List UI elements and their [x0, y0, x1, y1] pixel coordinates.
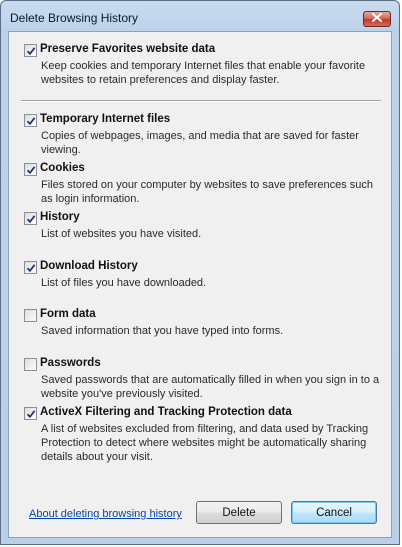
delete-button[interactable]: Delete	[196, 501, 282, 524]
dialog-content	[8, 31, 392, 538]
option-title: Form data	[40, 308, 96, 320]
option-description: Saved information that you have typed into forms.	[41, 325, 284, 337]
checkbox-passwords[interactable]	[24, 358, 37, 371]
option-title: Preserve Favorites website data	[40, 43, 216, 55]
option-description: Saved passwords that are automatically filled in when you sign in to a website you've previously visited.	[41, 374, 380, 400]
checkmark-icon	[26, 165, 36, 175]
checkbox-download-history[interactable]	[24, 261, 37, 274]
cancel-button[interactable]: Cancel	[291, 501, 377, 524]
checkbox-form-data[interactable]	[24, 309, 37, 322]
option-description: List of websites you have visited.	[41, 228, 202, 240]
about-deleting-history-link[interactable]: About deleting browsing history	[29, 508, 182, 520]
close-icon	[372, 13, 382, 25]
checkmark-icon	[26, 409, 36, 419]
option-description: Keep cookies and temporary Internet files that enable your favorite websites to retain preferences and display faster.	[41, 60, 366, 86]
checkbox-activex-filtering[interactable]	[24, 407, 37, 420]
separator	[21, 100, 381, 102]
checkbox-preserve-favorites[interactable]	[24, 44, 37, 57]
checkmark-icon	[26, 116, 36, 126]
checkmark-icon	[26, 214, 36, 224]
option-description: Copies of webpages, images, and media that are saved for faster viewing.	[41, 130, 359, 156]
checkbox-temporary-internet-files[interactable]	[24, 114, 37, 127]
close-button[interactable]	[363, 11, 391, 27]
checkbox-history[interactable]	[24, 212, 37, 225]
option-title: Download History	[40, 260, 138, 272]
window-title: Delete Browsing History	[10, 11, 139, 25]
option-description: Files stored on your computer by websites to save preferences such as login information.	[41, 179, 373, 205]
option-title: ActiveX Filtering and Tracking Protection data	[40, 406, 292, 418]
option-title: Temporary Internet files	[40, 113, 171, 125]
option-title: History	[40, 211, 80, 223]
option-title: Passwords	[40, 357, 101, 369]
option-description: List of files you have downloaded.	[41, 277, 207, 289]
checkbox-cookies[interactable]	[24, 163, 37, 176]
option-description: A list of websites excluded from filtering, and data used by Tracking Protection to detect where websites might be automatically sharing details about your visit.	[41, 423, 369, 463]
checkmark-icon	[26, 46, 36, 56]
checkmark-icon	[26, 263, 36, 273]
option-title: Cookies	[40, 162, 85, 174]
